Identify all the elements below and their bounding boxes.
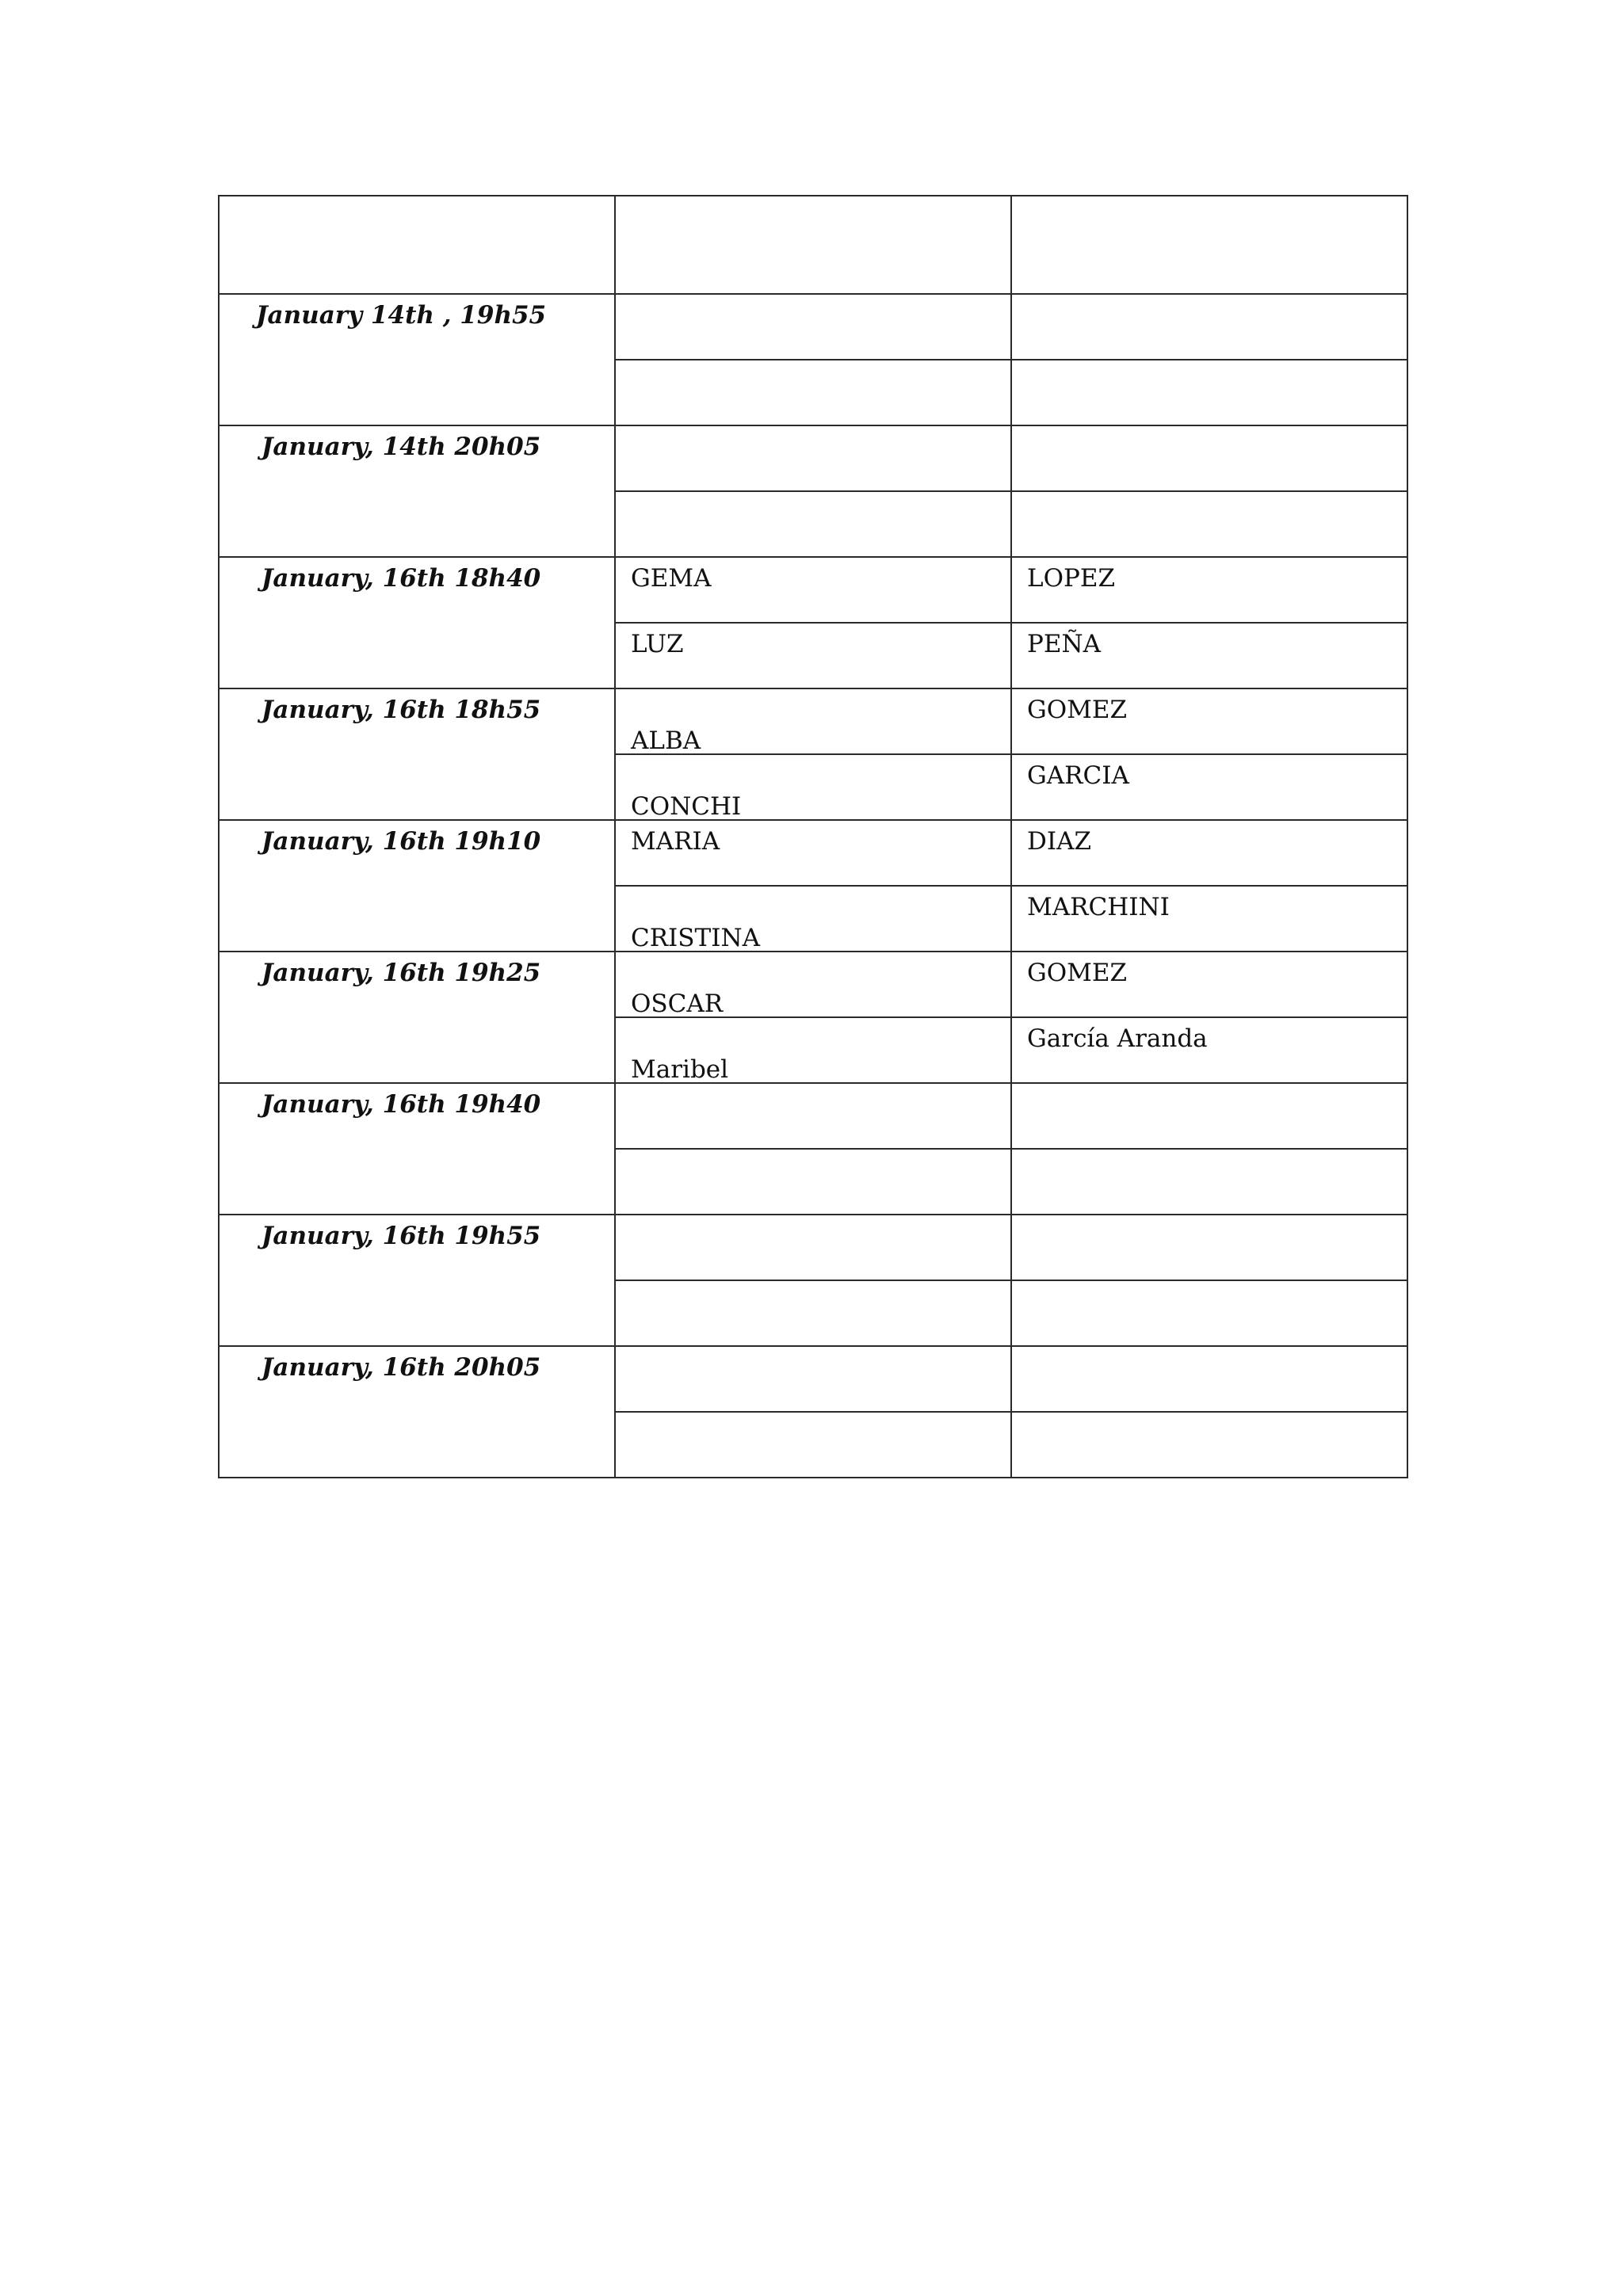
schedule-table (218, 195, 1408, 1478)
time-slot-label: January, 16th 19h40 (261, 1090, 541, 1119)
time-slot-label: January, 16th 19h55 (261, 1222, 541, 1250)
table-row (219, 688, 1407, 754)
last-name-cell (1011, 820, 1407, 886)
first-name-cell (615, 425, 1011, 491)
first-name-cell (615, 623, 1011, 688)
time-slot-label: January 14th , 19h55 (255, 301, 547, 330)
first-name-cell (615, 688, 1011, 754)
last-name-text: LOPEZ (1027, 564, 1116, 593)
time-slot-cell (219, 425, 615, 557)
first-name-cell (615, 1083, 1011, 1149)
time-slot-cell (219, 1346, 615, 1478)
table-row (219, 557, 1407, 623)
last-name-cell (1011, 1280, 1407, 1346)
last-name-cell (1011, 1346, 1407, 1412)
last-name-cell (1011, 886, 1407, 952)
time-slot-label: January, 16th 20h05 (261, 1353, 541, 1382)
last-name-cell (1011, 360, 1407, 425)
first-name-cell (615, 557, 1011, 623)
time-slot-cell (219, 952, 615, 1083)
first-name-cell (615, 1412, 1011, 1478)
time-slot-label: January, 16th 19h10 (261, 827, 541, 856)
header-cell-time (219, 196, 615, 294)
first-name-text: MARIA (631, 827, 720, 856)
first-name-text: ALBA (631, 727, 701, 755)
last-name-cell (1011, 1215, 1407, 1280)
last-name-cell (1011, 557, 1407, 623)
time-slot-cell (219, 557, 615, 688)
table-row (219, 820, 1407, 886)
last-name-cell (1011, 1017, 1407, 1083)
last-name-cell (1011, 1083, 1407, 1149)
last-name-cell (1011, 688, 1407, 754)
first-name-cell (615, 886, 1011, 952)
header-cell-last-name (1011, 196, 1407, 294)
first-name-cell (615, 1346, 1011, 1412)
time-slot-label: January, 16th 19h25 (261, 959, 541, 987)
header-cell-first-name (615, 196, 1011, 294)
last-name-cell (1011, 952, 1407, 1017)
time-slot-cell (219, 1215, 615, 1346)
table-row (219, 1083, 1407, 1149)
first-name-cell (615, 491, 1011, 557)
last-name-cell (1011, 491, 1407, 557)
first-name-cell (615, 294, 1011, 360)
table-row (219, 294, 1407, 360)
first-name-text: LUZ (631, 630, 684, 658)
first-name-text: GEMA (631, 564, 712, 593)
time-slot-cell (219, 688, 615, 820)
time-slot-label: January, 16th 18h40 (261, 564, 541, 593)
first-name-text: OSCAR (631, 990, 724, 1018)
first-name-cell (615, 1149, 1011, 1215)
last-name-text: GOMEZ (1027, 696, 1128, 724)
table-row (219, 1215, 1407, 1280)
last-name-text: MARCHINI (1027, 893, 1170, 921)
last-name-text: PEÑA (1027, 630, 1101, 658)
time-slot-cell (219, 820, 615, 952)
time-slot-label: January, 14th 20h05 (261, 433, 541, 461)
last-name-text: García Aranda (1027, 1024, 1208, 1053)
first-name-text: CRISTINA (631, 924, 760, 952)
first-name-cell (615, 754, 1011, 820)
table-header-row (219, 196, 1407, 294)
time-slot-label: January, 16th 18h55 (261, 696, 541, 724)
first-name-text: Maribel (631, 1055, 729, 1084)
last-name-cell (1011, 425, 1407, 491)
table-row (219, 1346, 1407, 1412)
last-name-cell (1011, 754, 1407, 820)
last-name-cell (1011, 1412, 1407, 1478)
last-name-text: DIAZ (1027, 827, 1092, 856)
time-slot-cell (219, 1083, 615, 1215)
table-row (219, 952, 1407, 1017)
last-name-cell (1011, 294, 1407, 360)
last-name-text: GARCIA (1027, 761, 1129, 790)
schedule-table-body (219, 196, 1407, 1478)
first-name-cell (615, 360, 1011, 425)
first-name-cell (615, 952, 1011, 1017)
first-name-cell (615, 1017, 1011, 1083)
last-name-cell (1011, 1149, 1407, 1215)
first-name-cell (615, 820, 1011, 886)
last-name-cell (1011, 623, 1407, 688)
table-row (219, 425, 1407, 491)
time-slot-cell (219, 294, 615, 425)
first-name-text: CONCHI (631, 792, 742, 821)
first-name-cell (615, 1215, 1011, 1280)
last-name-text: GOMEZ (1027, 959, 1128, 987)
first-name-cell (615, 1280, 1011, 1346)
